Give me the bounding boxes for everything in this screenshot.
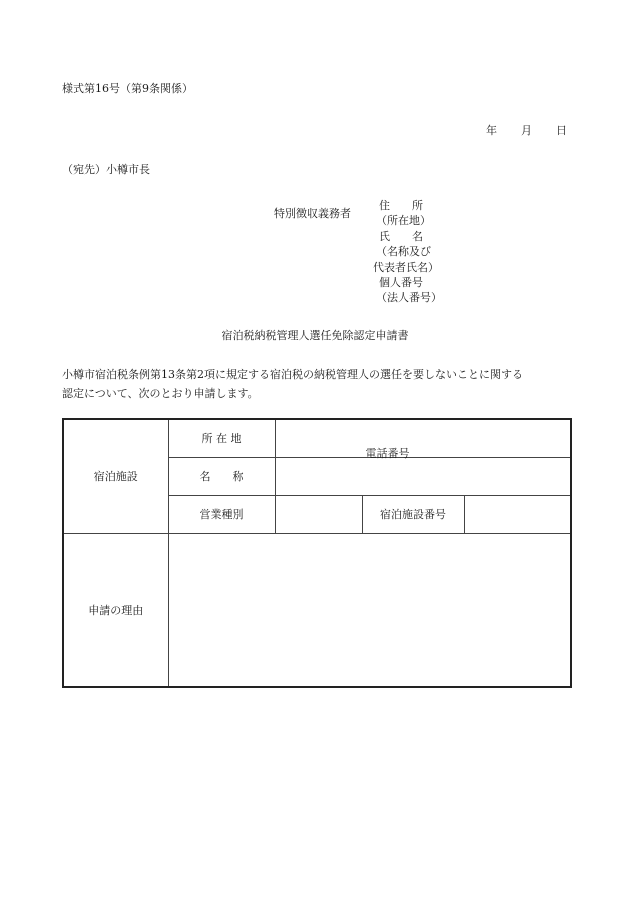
body-text-line-1: 小樽市宿泊税条例第13条第2項に規定する宿泊税の納税管理人の選任を要しないことに関する bbox=[62, 368, 523, 381]
location-label: 所 在 地 bbox=[168, 419, 275, 457]
date-year-label: 年 bbox=[486, 124, 497, 137]
date-month-label: 月 bbox=[521, 124, 532, 137]
name-field[interactable] bbox=[275, 457, 571, 495]
collector-title: 特別徴収義務者 bbox=[274, 207, 351, 220]
table-row-location bbox=[63, 419, 571, 457]
document-title: 宿泊税納税管理人選任免除認定申請書 bbox=[221, 329, 409, 342]
applicant-number-label: 個人番号 bbox=[379, 276, 423, 289]
applicant-name-label: 氏 名 bbox=[379, 230, 423, 243]
business-type-field[interactable] bbox=[275, 495, 362, 533]
facility-number-field[interactable] bbox=[464, 495, 571, 533]
applicant-address-label: 住 所 bbox=[379, 199, 423, 212]
applicant-address-note: （所在地） bbox=[376, 214, 431, 227]
facility-number-label: 宿泊施設番号 bbox=[362, 495, 464, 533]
reason-field[interactable] bbox=[168, 533, 571, 687]
applicant-number-note: （法人番号） bbox=[376, 291, 442, 304]
body-text-line-2: 認定について、次のとおり申請します。 bbox=[62, 387, 259, 400]
business-type-label: 営業種別 bbox=[168, 495, 275, 533]
applicant-name-note-1: （名称及び bbox=[376, 245, 431, 258]
name-label: 名 称 bbox=[168, 457, 275, 495]
application-table bbox=[62, 418, 572, 688]
phone-label: 電話番号 bbox=[365, 447, 410, 460]
facility-label: 宿泊施設 bbox=[63, 419, 168, 533]
date-day-label: 日 bbox=[556, 124, 567, 137]
table-row-reason bbox=[63, 533, 571, 687]
location-field[interactable] bbox=[275, 419, 571, 460]
form-number: 様式第16号（第9条関係） bbox=[62, 82, 193, 95]
reason-label: 申請の理由 bbox=[63, 533, 168, 687]
applicant-name-note-2: 代表者氏名） bbox=[373, 261, 439, 274]
addressee: （宛先）小樽市長 bbox=[62, 163, 150, 176]
